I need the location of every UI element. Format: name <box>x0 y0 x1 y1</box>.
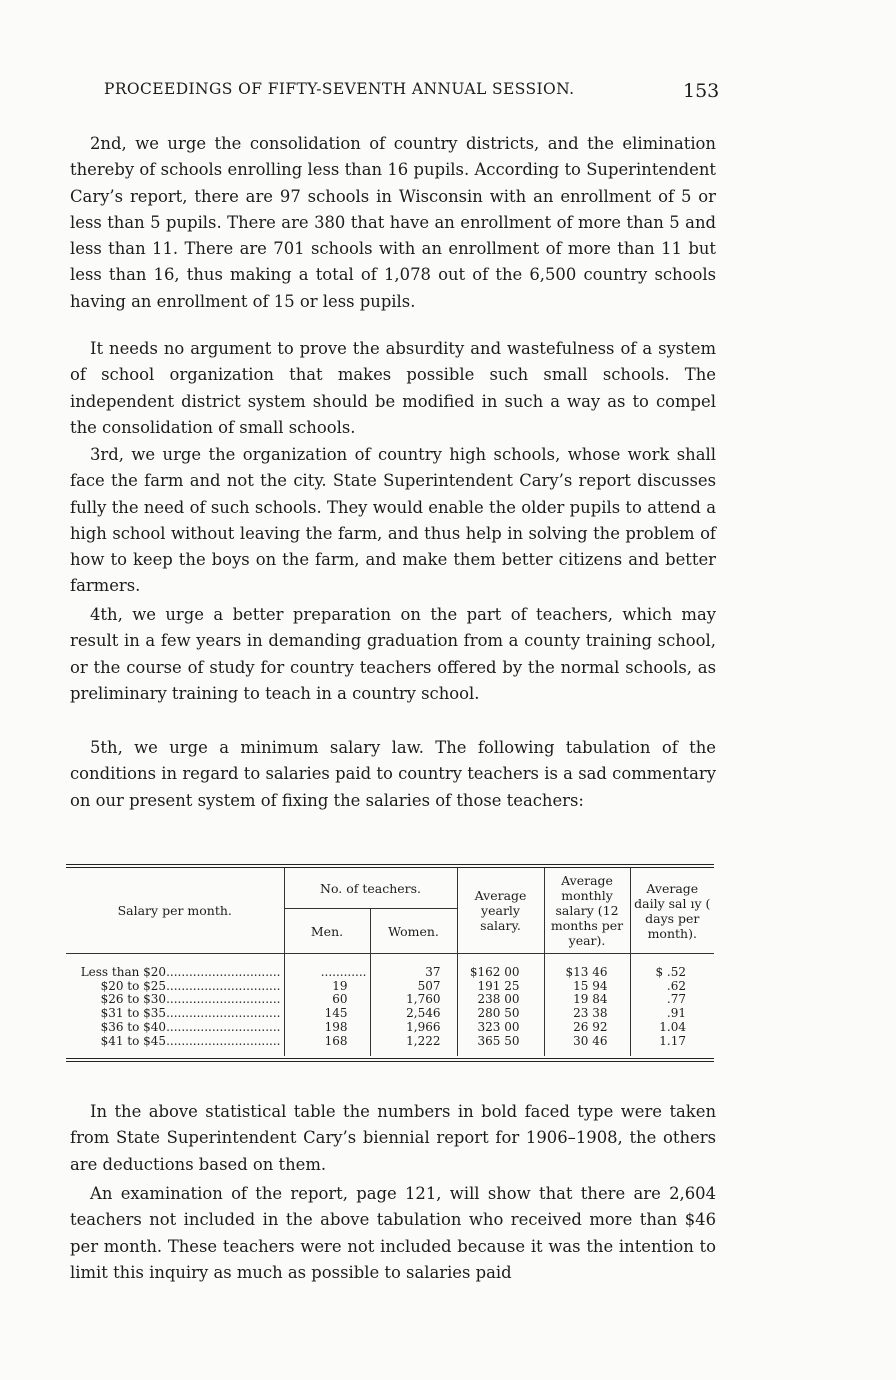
table-row <box>66 980 714 994</box>
table-row <box>66 1007 714 1021</box>
cell-yearly: $162 00 <box>457 954 544 980</box>
header-average-yearly-salary: Average yearly salary. <box>457 868 544 954</box>
cell-salary-range: $41 to $45.............................. <box>66 1035 284 1057</box>
cell-daily: 1.17 <box>659 1033 687 1048</box>
paragraph-high-schools: 3rd, we urge the organization of country high schools, whose work shall face the farm and not the city. State Superintendent Cary’s report discusses fully the need of such schools. They would enable the older pupils to attend a high school without leaving the farm, and thus help in solving the problem of how to keep the boys on the farm, and make them better citizens and better farmers. <box>70 445 716 596</box>
table-row <box>66 1021 714 1035</box>
header-number-of-teachers: No. of teachers. <box>284 868 457 909</box>
table-bottom-rule <box>66 1058 714 1062</box>
table-row <box>66 993 714 1007</box>
header-men: Men. <box>284 909 370 954</box>
page-number: 153 <box>683 80 720 102</box>
cell-men: 19 <box>284 980 370 994</box>
paragraph-teacher-preparation: 4th, we urge a better preparation on the part of teachers, which may result in a few years in demanding graduation from a county training school, or the course of study for country teachers offered by the normal schools, as preliminary training to teach in a country school. <box>70 605 716 703</box>
cell-yearly: 191 25 <box>457 980 544 994</box>
cell-salary-range: $20 to $25.............................. <box>66 980 284 994</box>
running-head: PROCEEDINGS OF FIFTY-SEVENTH ANNUAL SESSION. <box>104 80 575 98</box>
cell-men: 168 <box>284 1035 370 1057</box>
header-average-monthly-salary: Average monthly salary (12 months per year). <box>544 868 630 954</box>
cell-yearly: 323 00 <box>457 1021 544 1035</box>
cell-women: 507 <box>370 980 457 994</box>
paragraph-report-examination: An examination of the report, page 121, will show that there are 2,604 teachers not included in the above tabulation who received more than $46 per month. These teachers were not included because it was the intention to limit this inquiry as much as possible to salaries paid <box>70 1184 716 1282</box>
cell-men: 60 <box>284 993 370 1007</box>
cell-monthly: 15 94 <box>544 980 630 994</box>
cell-monthly: 30 46 <box>544 1035 630 1057</box>
cell-women: 2,546 <box>370 1007 457 1021</box>
cell-salary-range: $26 to $30.............................. <box>66 993 284 1007</box>
cell-daily: $ .52 <box>655 965 687 979</box>
cell-men: ............ <box>284 954 370 980</box>
cell-daily: 1.04 <box>659 1019 687 1034</box>
cell-women: 37 <box>370 954 457 980</box>
cell-men: 198 <box>284 1021 370 1035</box>
header-salary-per-month: Salary per month. <box>66 868 284 954</box>
header-average-daily-salary: Average daily sal ıy ( days per month). <box>630 868 714 954</box>
cell-yearly: 280 50 <box>457 1007 544 1021</box>
cell-women: 1,966 <box>370 1021 457 1035</box>
cell-women: 1,222 <box>370 1035 457 1057</box>
cell-monthly: 23 38 <box>544 1007 630 1021</box>
cell-daily: .62 <box>666 978 687 993</box>
salary-table <box>66 864 714 1062</box>
table-row <box>66 1035 714 1057</box>
paragraph-consolidation: 2nd, we urge the consolidation of country districts, and the elimination thereby of schools enrolling less than 16 pupils. According to Superintendent Cary’s report, there are 97 schools in Wisconsin with an enrollment of 5 or less than 5 pupils. There are 380 that have an enrollment of more than 5 and less than 11. There are 701 schools with an enrollment of more than 11 but less than 16, thus making a total of 1,078 out of the 6,500 country schools having an enrollment of 15 or less pupils. <box>70 134 716 311</box>
cell-women: 1,760 <box>370 993 457 1007</box>
cell-monthly: $13 46 <box>544 954 630 980</box>
cell-yearly: 365 50 <box>457 1035 544 1057</box>
cell-men: 145 <box>284 1007 370 1021</box>
paragraph-small-schools: It needs no argument to prove the absurdity and wastefulness of a system of school organization that makes possible such small schools. The independent district system should be modified in such a way as to compel the consolidation of small schools. <box>70 339 716 437</box>
paragraph-table-note: In the above statistical table the numbers in bold faced type were taken from State Superintendent Cary’s biennial report for 1906–1908, the others are deductions based on them. <box>70 1102 716 1174</box>
cell-salary-range: $36 to $40.............................. <box>66 1021 284 1035</box>
paragraph-minimum-salary: 5th, we urge a minimum salary law. The following tabulation of the conditions in regard to salaries paid to country teachers is a sad commentary on our present system of fixing the salaries of those teachers: <box>70 738 716 810</box>
cell-monthly: 26 92 <box>544 1021 630 1035</box>
table-row <box>66 954 714 980</box>
cell-daily: .77 <box>666 992 687 1007</box>
cell-salary-range: Less than $20.............................. <box>66 954 284 980</box>
cell-monthly: 19 84 <box>544 993 630 1007</box>
cell-salary-range: $31 to $35.............................. <box>66 1007 284 1021</box>
header-women: Women. <box>370 909 457 954</box>
cell-daily: .91 <box>666 1006 687 1021</box>
cell-yearly: 238 00 <box>457 993 544 1007</box>
